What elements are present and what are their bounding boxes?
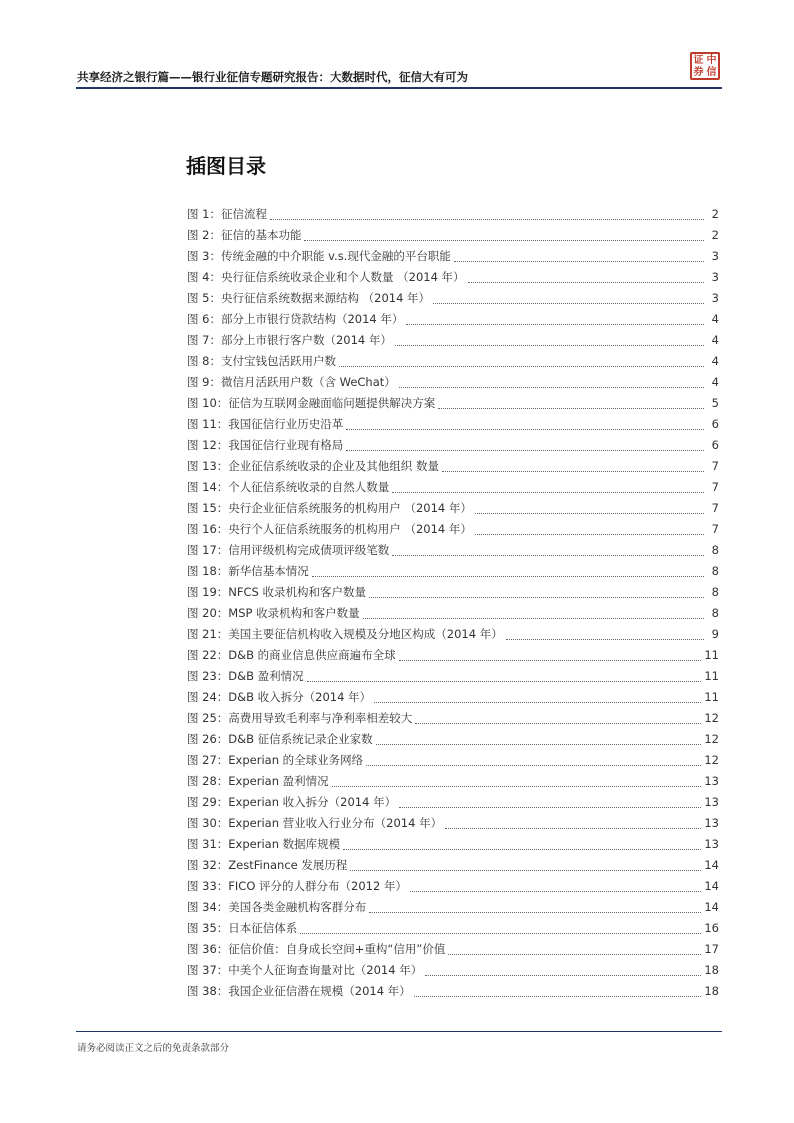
toc-entry-label: 图 24：D&B 收入拆分（2014 年） xyxy=(187,690,372,704)
toc-entry-page: 11 xyxy=(704,690,719,704)
toc-entry-label: 图 32：ZestFinance 发展历程 xyxy=(187,858,348,872)
toc-entry[interactable] xyxy=(187,500,719,521)
toc-entry-page: 11 xyxy=(704,648,719,662)
toc-entry-page: 13 xyxy=(704,837,719,851)
toc-entry-label: 图 33：FICO 评分的人群分布（2012 年） xyxy=(187,879,407,893)
toc-entry-page: 3 xyxy=(711,291,719,305)
toc-entry-page: 18 xyxy=(704,963,719,977)
toc-entry-page: 13 xyxy=(704,774,719,788)
toc-leader-dots xyxy=(438,408,704,409)
toc-leader-dots xyxy=(363,618,704,619)
toc-entry-label: 图 35：日本征信体系 xyxy=(187,921,298,935)
toc-leader-dots xyxy=(406,324,704,325)
toc-entry-page: 8 xyxy=(711,606,719,620)
toc-entry-page: 2 xyxy=(711,207,719,221)
toc-leader-dots xyxy=(339,366,704,367)
toc-entry-page: 14 xyxy=(704,900,719,914)
toc-entry[interactable] xyxy=(187,773,719,794)
toc-entry-label: 图 1：征信流程 xyxy=(187,207,267,221)
toc-entry[interactable] xyxy=(187,962,719,983)
toc-entry-page: 7 xyxy=(711,522,719,536)
toc-entry-page: 3 xyxy=(711,270,719,284)
toc-entry[interactable] xyxy=(187,458,719,479)
toc-entry-label: 图 31：Experian 数据库规模 xyxy=(187,837,341,851)
toc-entry-page: 6 xyxy=(711,438,719,452)
toc-entry[interactable] xyxy=(187,206,719,227)
toc-entry[interactable] xyxy=(187,983,719,1004)
toc-entry[interactable] xyxy=(187,668,719,689)
footer-divider xyxy=(76,1031,722,1032)
toc-entry[interactable] xyxy=(187,815,719,836)
toc-entry-label: 图 9：微信月活跃用户数（含 WeChat） xyxy=(187,375,396,389)
toc-entry-label: 图 15：央行企业征信系统服务的机构用户 （2014 年） xyxy=(187,501,472,515)
toc-entry[interactable] xyxy=(187,920,719,941)
toc-entry[interactable] xyxy=(187,563,719,584)
toc-entry-label: 图 12：我国征信行业现有格局 xyxy=(187,438,344,452)
toc-entry-label: 图 37：中美个人征询查询量对比（2014 年） xyxy=(187,963,423,977)
toc-entry-label: 图 8：支付宝钱包活跃用户数 xyxy=(187,354,336,368)
toc-entry-label: 图 16：央行个人征信系统服务的机构用户 （2014 年） xyxy=(187,522,472,536)
toc-leader-dots xyxy=(332,786,702,787)
toc-leader-dots xyxy=(475,513,704,514)
logo-char: 信 xyxy=(706,66,717,78)
toc-entry-page: 11 xyxy=(704,669,719,683)
toc-entry-page: 4 xyxy=(711,375,719,389)
company-logo xyxy=(690,52,720,80)
toc-leader-dots xyxy=(475,534,704,535)
toc-entry[interactable] xyxy=(187,395,719,416)
toc-leader-dots xyxy=(304,240,704,241)
toc-entry[interactable] xyxy=(187,542,719,563)
toc-leader-dots xyxy=(346,429,704,430)
toc-leader-dots xyxy=(366,765,701,766)
toc-leader-dots xyxy=(374,702,701,703)
toc-entry[interactable] xyxy=(187,878,719,899)
toc-entry-page: 4 xyxy=(711,312,719,326)
toc-entry-label: 图 11：我国征信行业历史沿革 xyxy=(187,417,344,431)
toc-leader-dots xyxy=(307,681,702,682)
toc-entry[interactable] xyxy=(187,353,719,374)
toc-leader-dots xyxy=(270,219,704,220)
toc-entry-page: 4 xyxy=(711,354,719,368)
toc-entry-label: 图 2：征信的基本功能 xyxy=(187,228,302,242)
toc-entry-label: 图 17：信用评级机构完成债项评级笔数 xyxy=(187,543,390,557)
toc-entry[interactable] xyxy=(187,626,719,647)
toc-entry[interactable] xyxy=(187,605,719,626)
toc-entry[interactable] xyxy=(187,479,719,500)
figure-list xyxy=(187,206,719,1004)
toc-leader-dots xyxy=(454,261,704,262)
toc-entry[interactable] xyxy=(187,332,719,353)
toc-entry-page: 7 xyxy=(711,480,719,494)
toc-entry-label: 图 5：央行征信系统数据来源结构 （2014 年） xyxy=(187,291,431,305)
toc-entry[interactable] xyxy=(187,941,719,962)
page-title: 插图目录 xyxy=(186,154,266,178)
toc-entry[interactable] xyxy=(187,290,719,311)
toc-entry-label: 图 20：MSP 收录机构和客户数量 xyxy=(187,606,360,620)
toc-entry-label: 图 34：美国各类金融机构客群分布 xyxy=(187,900,367,914)
toc-entry-label: 图 22：D&B 的商业信息供应商遍布全球 xyxy=(187,648,396,662)
toc-entry[interactable] xyxy=(187,374,719,395)
toc-entry-label: 图 19：NFCS 收录机构和客户数量 xyxy=(187,585,366,599)
toc-entry-label: 图 29：Experian 收入拆分（2014 年） xyxy=(187,795,397,809)
toc-entry[interactable] xyxy=(187,227,719,248)
toc-leader-dots xyxy=(343,849,701,850)
toc-entry-label: 图 18：新华信基本情况 xyxy=(187,564,309,578)
report-header-title: 共享经济之银行篇——银行业征信专题研究报告：大数据时代，征信大有可为 xyxy=(77,70,468,84)
toc-leader-dots xyxy=(410,891,701,892)
toc-entry[interactable] xyxy=(187,689,719,710)
toc-entry[interactable] xyxy=(187,752,719,773)
toc-entry-label: 图 10：征信为互联网金融面临问题提供解决方案 xyxy=(187,396,436,410)
toc-entry-page: 8 xyxy=(711,564,719,578)
toc-leader-dots xyxy=(369,597,704,598)
toc-entry[interactable] xyxy=(187,584,719,605)
toc-entry-page: 17 xyxy=(704,942,719,956)
toc-leader-dots xyxy=(312,576,704,577)
toc-leader-dots xyxy=(369,912,701,913)
toc-leader-dots xyxy=(445,828,701,829)
toc-entry-label: 图 13：企业征信系统收录的企业及其他组织 数量 xyxy=(187,459,439,473)
toc-entry-page: 7 xyxy=(711,501,719,515)
toc-entry-page: 12 xyxy=(704,711,719,725)
toc-leader-dots xyxy=(350,870,701,871)
toc-entry-label: 图 26：D&B 征信系统记录企业家数 xyxy=(187,732,373,746)
toc-entry-label: 图 30：Experian 营业收入行业分布（2014 年） xyxy=(187,816,443,830)
toc-leader-dots xyxy=(415,723,701,724)
toc-leader-dots xyxy=(399,387,704,388)
toc-entry[interactable] xyxy=(187,836,719,857)
toc-leader-dots xyxy=(448,954,701,955)
toc-entry[interactable] xyxy=(187,248,719,269)
toc-entry[interactable] xyxy=(187,416,719,437)
toc-leader-dots xyxy=(376,744,702,745)
toc-entry-label: 图 4：央行征信系统收录企业和个人数量 （2014 年） xyxy=(187,270,465,284)
toc-entry[interactable] xyxy=(187,521,719,542)
toc-entry-page: 18 xyxy=(704,984,719,998)
toc-leader-dots xyxy=(392,555,704,556)
toc-entry[interactable] xyxy=(187,647,719,668)
toc-leader-dots xyxy=(300,933,701,934)
toc-entry[interactable] xyxy=(187,437,719,458)
toc-leader-dots xyxy=(399,807,701,808)
toc-entry-label: 图 21：美国主要征信机构收入规模及分地区构成（2014 年） xyxy=(187,627,503,641)
toc-entry-label: 图 14：个人征信系统收录的自然人数量 xyxy=(187,480,390,494)
toc-leader-dots xyxy=(399,660,702,661)
logo-char: 中 xyxy=(706,54,717,66)
toc-entry-page: 16 xyxy=(704,921,719,935)
toc-entry-page: 5 xyxy=(711,396,719,410)
toc-leader-dots xyxy=(414,996,702,997)
logo-char: 证 xyxy=(693,54,704,66)
toc-entry-page: 8 xyxy=(711,585,719,599)
toc-entry-page: 8 xyxy=(711,543,719,557)
toc-entry-page: 12 xyxy=(704,753,719,767)
toc-entry-page: 6 xyxy=(711,417,719,431)
toc-entry[interactable] xyxy=(187,899,719,920)
toc-entry-label: 图 7：部分上市银行客户数（2014 年） xyxy=(187,333,392,347)
toc-entry-page: 4 xyxy=(711,333,719,347)
toc-leader-dots xyxy=(506,639,704,640)
toc-entry[interactable] xyxy=(187,857,719,878)
toc-entry-label: 图 27：Experian 的全球业务网络 xyxy=(187,753,364,767)
toc-entry-page: 13 xyxy=(704,795,719,809)
toc-entry-label: 图 6：部分上市银行贷款结构（2014 年） xyxy=(187,312,404,326)
toc-entry-page: 2 xyxy=(711,228,719,242)
toc-entry-page: 12 xyxy=(704,732,719,746)
toc-entry[interactable] xyxy=(187,311,719,332)
toc-leader-dots xyxy=(433,303,704,304)
toc-entry-page: 14 xyxy=(704,879,719,893)
toc-entry-page: 9 xyxy=(711,627,719,641)
logo-char: 券 xyxy=(693,66,704,78)
toc-entry-label: 图 36：征信价值：自身成长空间+重构“信用”价值 xyxy=(187,942,446,956)
toc-leader-dots xyxy=(425,975,701,976)
footer-disclaimer: 请务必阅读正文之后的免责条款部分 xyxy=(77,1043,230,1054)
toc-entry-label: 图 3：传统金融的中介职能 v.s.现代金融的平台职能 xyxy=(187,249,451,263)
header-divider xyxy=(76,87,722,89)
toc-entry-label: 图 25：高费用导致毛利率与净利率相差较大 xyxy=(187,711,413,725)
toc-entry-label: 图 23：D&B 盈利情况 xyxy=(187,669,304,683)
toc-leader-dots xyxy=(395,345,704,346)
toc-leader-dots xyxy=(468,282,704,283)
toc-entry-page: 14 xyxy=(704,858,719,872)
toc-entry-page: 13 xyxy=(704,816,719,830)
toc-entry-page: 7 xyxy=(711,459,719,473)
toc-entry-label: 图 28：Experian 盈利情况 xyxy=(187,774,329,788)
toc-entry[interactable] xyxy=(187,731,719,752)
toc-entry[interactable] xyxy=(187,794,719,815)
toc-leader-dots xyxy=(442,471,704,472)
toc-leader-dots xyxy=(392,492,704,493)
toc-entry-label: 图 38：我国企业征信潜在规模（2014 年） xyxy=(187,984,411,998)
toc-entry[interactable] xyxy=(187,710,719,731)
toc-leader-dots xyxy=(346,450,704,451)
toc-entry-page: 3 xyxy=(711,249,719,263)
toc-entry[interactable] xyxy=(187,269,719,290)
